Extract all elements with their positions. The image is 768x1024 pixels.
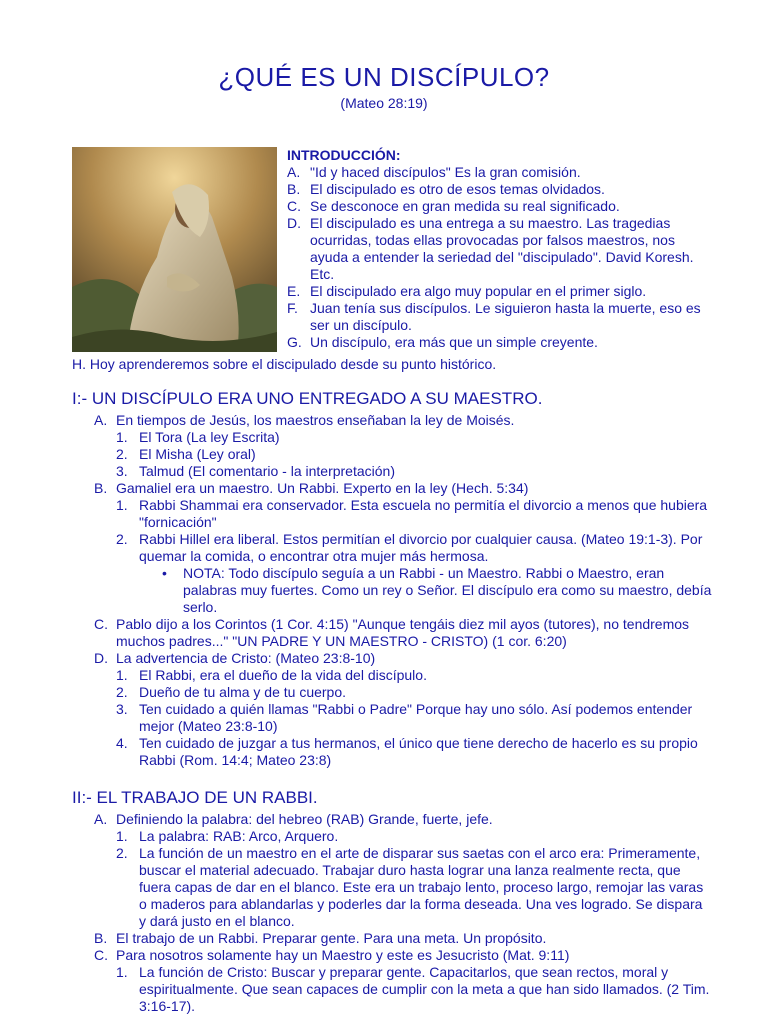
introduction-section [287,147,707,351]
item-text: Gamaliel era un maestro. Un Rabbi. Experto en la ley (Hech. 5:34) [116,480,529,496]
section-1-d-sub-2 [72,684,712,701]
item-text: Ten cuidado de juzgar a tus hermanos, el único que tiene derecho de hacerlo es su propio Rabbi (Rom. 14:4; Mateo 23:8) [139,735,698,768]
item-label: A. [287,164,301,180]
item-label: 1. [116,497,128,513]
section-1-a-sub-2 [72,446,712,463]
item-label: D. [287,215,301,231]
item-label: 2. [116,845,128,861]
item-label: D. [94,650,108,666]
section-1-b-note [72,565,712,616]
section-2-a-sub-1 [72,828,712,845]
section-1-item-d [72,650,712,667]
section-1-a-sub-1 [72,429,712,446]
painting-image [72,147,277,352]
item-label: G. [287,334,302,350]
intro-item-c [287,198,707,215]
item-label: 1. [116,667,128,683]
item-label: 1. [116,429,128,445]
item-label: A. [94,811,108,827]
item-text: Rabbi Hillel era liberal. Estos permitían el divorcio por cualquier causa. (Mateo 19:1-3). Por quemar la comida, o encontrar otra mujer más hermosa. [139,531,703,564]
section-2-a-sub-2 [72,845,712,930]
item-text: Pablo dijo a los Corintos (1 Cor. 4:15) "Aunque tengáis diez mil ayos (tutores), no tendremos muchos padres..." "UN PADRE Y UN MAESTRO - CRISTO) (1 cor. 6:20) [116,616,690,649]
intro-item-f [287,300,707,334]
section-1-item-b [72,480,712,497]
introduction-heading: INTRODUCCIÓN: [287,147,401,163]
item-text: Dueño de tu alma y de tu cuerpo. [139,684,347,700]
item-label: 2. [116,684,128,700]
item-text: NOTA: Todo discípulo seguía a un Rabbi - un Maestro. Rabbi o Maestro, eran palabras muy fuertes. Como un rey o Señor. El discípulo era como su maestro, debía serlo. [183,565,712,615]
intro-item-b [287,181,707,198]
section-1-d-sub-1 [72,667,712,684]
item-label: 3. [116,701,128,717]
section-2-c-sub-1 [72,964,712,1015]
item-text: Un discípulo, era más que un simple creyente. [310,334,598,350]
item-text: La función de un maestro en el arte de disparar sus saetas con el arco era: Primeramente, buscar el material adecuado. Trabajar duro hasta lograr una lanza realmente recta, que fuera capas de dar en el blanco. Este era un trabajo lento, proceso largo, remojar las varas o maderos para ablandarlas y poderles dar la forma deseada. Una ves logrado. Se dispara y dará justo en el blanco. [139,845,704,929]
intro-item-d [287,215,707,283]
item-label: C. [94,947,108,963]
item-text: El trabajo de un Rabbi. Preparar gente. Para una meta. Un propósito. [116,930,547,946]
item-label: 1. [116,828,128,844]
intro-item-e [287,283,707,300]
section-1-b-sub-1 [72,497,712,531]
item-text: "Id y haced discípulos" Es la gran comisión. [310,164,581,180]
item-label: E. [287,283,301,299]
item-text: Rabbi Shammai era conservador. Esta escuela no permitía el divorcio a menos que hubiera "fornicación" [139,497,708,530]
section-2-title: II:- EL TRABAJO DE UN RABBI. [72,788,318,807]
item-label: C. [94,616,108,632]
section-2-item-a [72,811,712,828]
item-text: Se desconoce en gran medida su real significado. [310,198,620,214]
item-text: El discipulado era algo muy popular en el primer siglo. [310,283,647,299]
item-label: 4. [116,735,128,751]
item-text: El Rabbi, era el dueño de la vida del discípulo. [139,667,427,683]
sections-container [72,388,712,1015]
item-text: El discipulado es otro de esos temas olvidados. [310,181,605,197]
item-label: F. [287,300,298,316]
item-text: Definiendo la palabra: del hebreo (RAB) Grande, fuerte, jefe. [116,811,493,827]
item-text: La palabra: RAB: Arco, Arquero. [139,828,339,844]
section-2-item-c [72,947,712,964]
section-1-b-sub-2 [72,531,712,565]
intro-item-h [72,356,496,373]
item-text: El discipulado es una entrega a su maestro. Las tragedias ocurridas, todas ellas provocadas por falsos maestros, nos ayuda a entender la seriedad del "discipulado". David Koresh. Etc. [310,215,694,282]
item-label: 2. [116,531,128,547]
intro-item-g [287,334,707,351]
bullet-icon: • [162,565,167,581]
item-label: H. [72,356,86,372]
jesus-praying-painting [72,147,277,352]
section-1-a-sub-3 [72,463,712,480]
item-text: Hoy aprenderemos sobre el discipulado desde su punto histórico. [89,356,497,372]
item-text: Para nosotros solamente hay un Maestro y este es Jesucristo (Mat. 9:11) [116,947,570,963]
item-text: La función de Cristo: Buscar y preparar gente. Capacitarlos, que sean rectos, moral y espiritualmente. Que sean capaces de cumplir con la meta a que han sido llamados. (2 Tim. 3:16-17). [139,964,710,1014]
section-1-title: I:- UN DISCÍPULO ERA UNO ENTREGADO A SU MAESTRO. [72,389,543,408]
item-text: El Tora (La ley Escrita) [139,429,280,445]
item-label: B. [287,181,301,197]
section-2-item-b [72,930,712,947]
item-text: En tiempos de Jesús, los maestros enseñaban la ley de Moisés. [116,412,515,428]
section-1-item-c [72,616,712,650]
item-label: 3. [116,463,128,479]
item-label: A. [94,412,108,428]
document-subtitle: (Mateo 28:19) [340,95,428,111]
item-label: B. [94,930,108,946]
item-label: 2. [116,446,128,462]
item-text: Talmud (El comentario - la interpretación) [139,463,395,479]
section-1-d-sub-3 [72,701,712,735]
item-label: C. [287,198,301,214]
section-1-d-sub-4 [72,735,712,769]
intro-item-a [287,164,707,181]
item-text: Juan tenía sus discípulos. Le siguieron hasta la muerte, eso es ser un discípulo. [310,300,701,333]
item-label: 1. [116,964,128,980]
document-title: ¿QUÉ ES UN DISCÍPULO? [218,62,550,92]
section-1-item-a [72,412,712,429]
item-text: El Misha (Ley oral) [139,446,256,462]
item-text: La advertencia de Cristo: (Mateo 23:8-10) [116,650,376,666]
item-label: B. [94,480,108,496]
item-text: Ten cuidado a quién llamas "Rabbi o Padre" Porque hay uno sólo. Así podemos entender mejor (Mateo 23:8-10) [139,701,693,734]
